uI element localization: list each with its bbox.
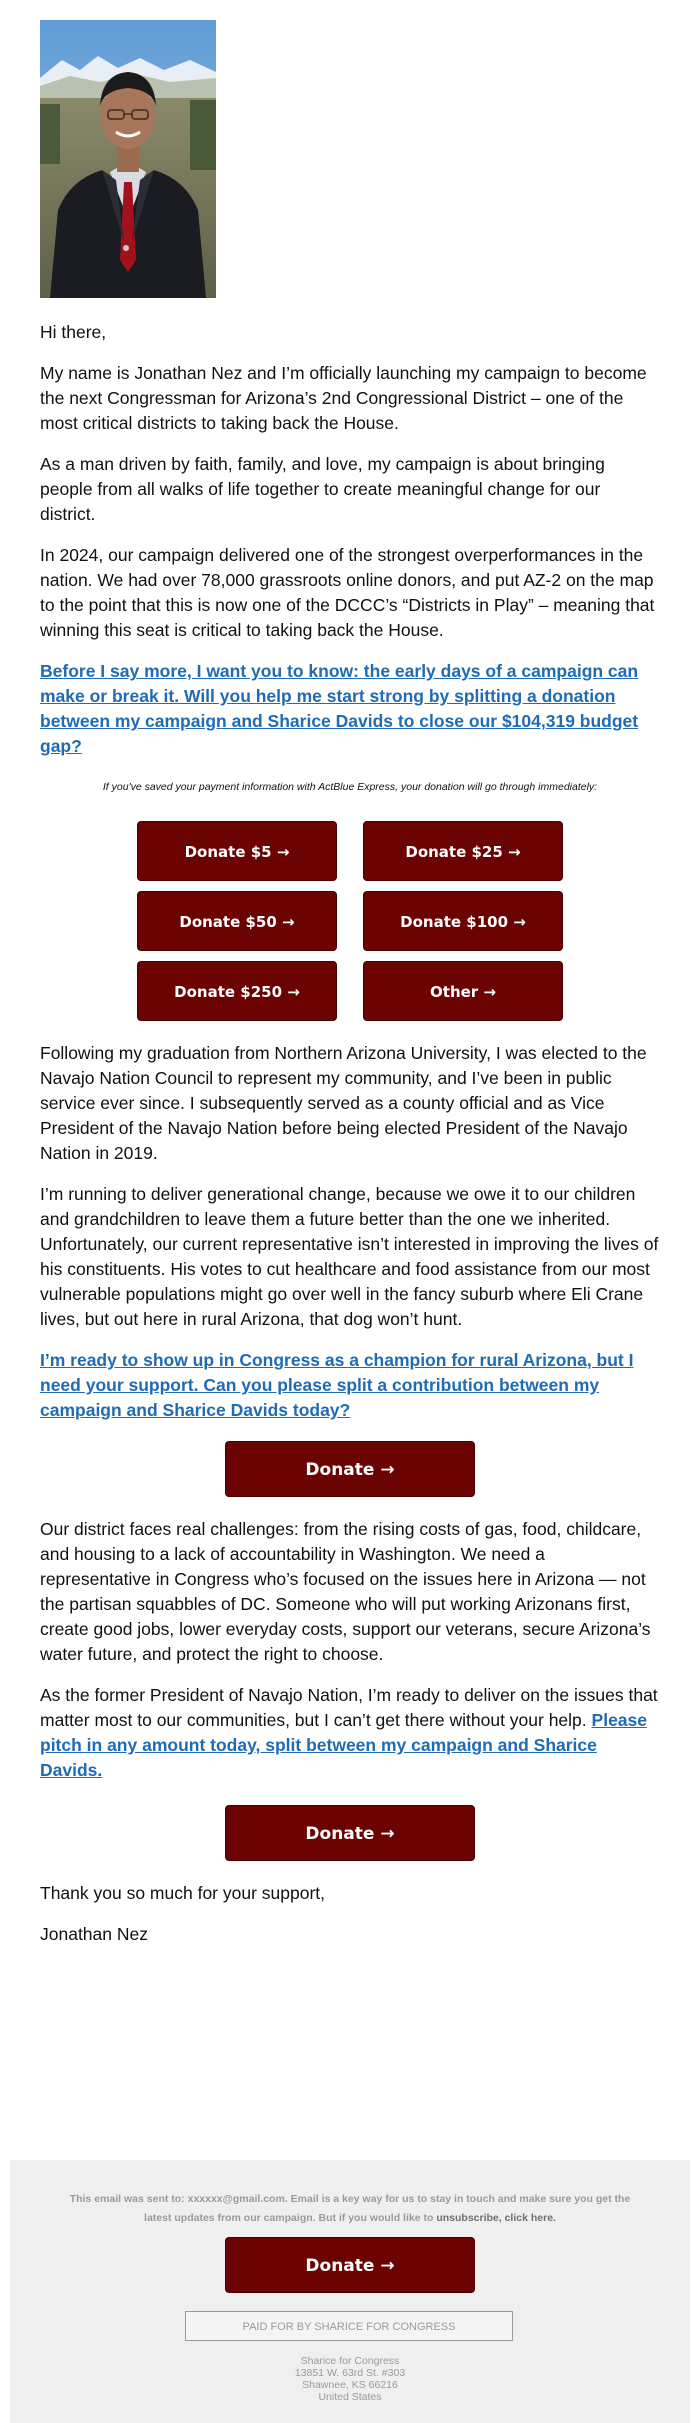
email-footer <box>10 2160 690 2423</box>
donate-250-button[interactable]: Donate $250 → <box>137 961 337 1021</box>
donation-ask-link[interactable]: Before I say more, I want you to know: the early days of a campaign can make or break it. Will you help me start strong by splitting a donation between my campaign and Sharice Davids to close our $104,319 budget gap? <box>40 661 639 756</box>
footer-sent-text: This email was sent to: xxxxxx@gmail.com. Email is a key way for us to stay in touch and make sure you get the latest updates from our campaign. But if you would like to <box>69 2193 631 2224</box>
donate-amount-grid <box>137 821 563 1021</box>
closing-ask-text: As the former President of Navajo Nation, I’m ready to deliver on the issues that matter most to our communities, but I can’t get there without your help. <box>40 1685 658 1730</box>
intro-paragraph: My name is Jonathan Nez and I’m officially launching my campaign to become the next Congressman for Arizona’s 2nd Congressional District – one of the most critical districts to taking back the House. <box>40 363 647 433</box>
address-line-org: Sharice for Congress <box>300 2355 400 2367</box>
thanks-line: Thank you so much for your support, <box>40 1883 325 1903</box>
generational-change-paragraph: I’m running to deliver generational change, because we owe it to our children and grandchildren to leave them a future better than the one we inherited. Unfortunately, our current representative isn’t interested in improving the lives of his constituents. His votes to cut healthcare and food assistance from our most vulnerable populations might go over well in the fancy suburb where Eli Crane lives, but out here in rural Arizona, that dog won’t hunt. <box>40 1184 659 1329</box>
address-line-street: 13851 W. 63rd St. #303 <box>294 2367 406 2379</box>
district-challenges-paragraph: Our district faces real challenges: from the rising costs of gas, food, childcare, and housing to a lack of accountability in Washington. We need a representative in Congress who’s focused on the issues here in Arizona — not the partisan squabbles of DC. Someone who will put working Arizonans first, create good jobs, lower everyday costs, support our veterans, secure Arizona’s water future, and protect the right to choose. <box>40 1519 651 1664</box>
biography-paragraph: Following my graduation from Northern Arizona University, I was elected to the Navajo Nation Council to represent my community, and I’ve been in public service ever since. I subsequently served as a county official and as Vice President of the Navajo Nation before being elected President of the Navajo Nation in 2019. <box>40 1043 647 1163</box>
mailing-address <box>55 2355 645 2403</box>
footer-notice <box>55 2190 645 2228</box>
donation-ask-link-paragraph <box>40 659 660 759</box>
actblue-express-note: If you've saved your payment information with ActBlue Express, your donation will go through immediately: <box>102 781 598 793</box>
results-paragraph: In 2024, our campaign delivered one of the strongest overperformances in the nation. We had over 78,000 grassroots online donors, and put AZ-2 on the map to the point that this is now one of the DCCC’s “Districts in Play” – meaning that winning this seat is critical to taking back the House. <box>40 545 655 640</box>
candidate-photo <box>40 20 216 298</box>
signature: Jonathan Nez <box>40 1924 148 1944</box>
donate-25-button[interactable]: Donate $25 → <box>363 821 563 881</box>
pitch-in-link[interactable]: Please pitch in any amount today, split between my campaign and Sharice Davids. <box>40 1710 647 1780</box>
closing-ask-paragraph <box>40 1683 660 1783</box>
greeting: Hi there, <box>40 322 107 342</box>
donate-50-button[interactable]: Donate $50 → <box>137 891 337 951</box>
donate-100-button[interactable]: Donate $100 → <box>363 891 563 951</box>
email-body <box>40 20 660 1963</box>
rural-arizona-link-paragraph <box>40 1348 660 1423</box>
rural-arizona-link[interactable]: I’m ready to show up in Congress as a champion for rural Arizona, but I need your support. Can you please split a contribution between my campaign and Sharice Davids today? <box>40 1350 634 1420</box>
values-paragraph: As a man driven by faith, family, and love, my campaign is about bringing people from all walks of life together to create meaningful change for our district. <box>40 454 605 524</box>
address-line-city: Shawnee, KS 66216 <box>302 2379 398 2391</box>
donate-button-2[interactable]: Donate → <box>225 1805 475 1861</box>
footer-donate-button[interactable]: Donate → <box>225 2237 475 2293</box>
donate-5-button[interactable]: Donate $5 → <box>137 821 337 881</box>
unsubscribe-link[interactable]: unsubscribe, click here. <box>436 2212 556 2224</box>
address-line-country: United States <box>318 2391 382 2403</box>
paid-for-disclaimer: PAID FOR BY SHARICE FOR CONGRESS <box>185 2311 513 2341</box>
donate-button-1[interactable]: Donate → <box>225 1441 475 1497</box>
donate-other-button[interactable]: Other → <box>363 961 563 1021</box>
